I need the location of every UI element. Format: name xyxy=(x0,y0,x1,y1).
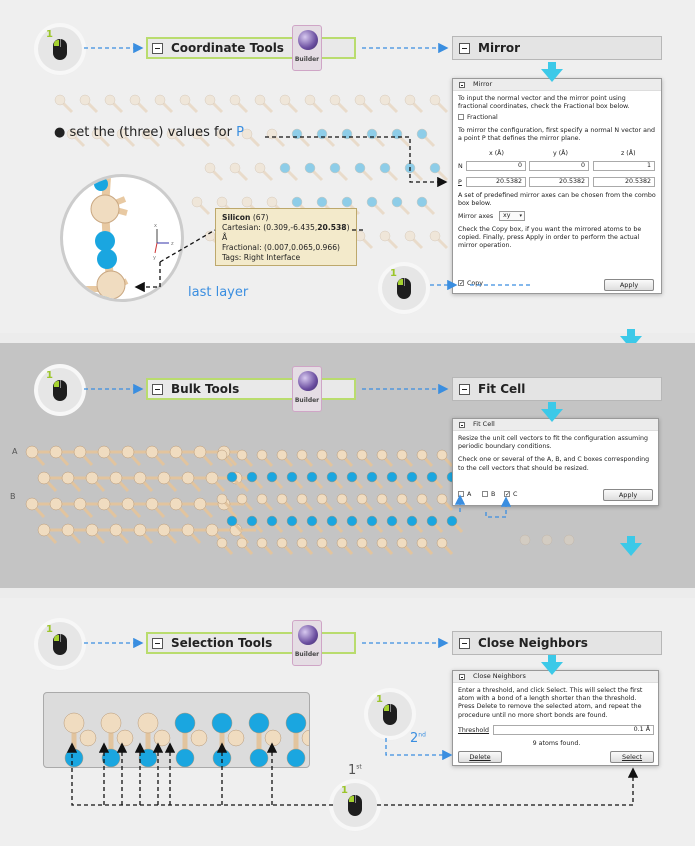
copy-label: Copy xyxy=(467,280,483,287)
si-atom xyxy=(64,713,84,733)
tooltip-cartesian-bold: 20.538 xyxy=(317,223,347,232)
col-y-header: y (Å) xyxy=(553,150,568,157)
collapse-icon[interactable] xyxy=(459,638,470,649)
blue-atom xyxy=(212,713,232,733)
builder-icon[interactable] xyxy=(292,366,322,412)
select-button[interactable]: Select xyxy=(610,751,654,763)
intro-text: Enter a threshold, and click Select. This will select the first atom with a bond of a length shorter than the threshold. Press Delete to remove the selected atom, and repeat the procedure until no more short bonds are found. xyxy=(458,687,643,719)
collapse-icon[interactable] xyxy=(459,384,470,395)
apply-button[interactable]: Apply xyxy=(603,489,653,501)
cell-label-a: A xyxy=(12,447,18,456)
fitcell-dialog xyxy=(452,418,659,506)
step-number: 1 xyxy=(390,268,397,279)
collapse-icon[interactable] xyxy=(152,43,163,54)
n-y-input[interactable]: 0 xyxy=(529,161,589,171)
fractional-label: Fractional xyxy=(467,114,498,122)
blue-atom xyxy=(65,749,83,767)
step-number: 1 xyxy=(46,624,53,635)
box-a-label: A xyxy=(467,491,472,498)
panel-label: Fit Cell xyxy=(478,382,526,396)
mouse-click-icon xyxy=(38,368,82,412)
builder-label: Builder xyxy=(294,651,320,658)
si-atom xyxy=(191,730,207,746)
builder-icon[interactable] xyxy=(292,25,322,71)
collapse-icon[interactable] xyxy=(459,82,465,88)
step-1-suffix: st xyxy=(356,763,362,771)
last-layer-label: last layer xyxy=(188,285,249,300)
pointer-stem xyxy=(627,329,635,337)
apply-button[interactable]: Apply xyxy=(604,279,654,291)
checkbox-a[interactable] xyxy=(458,491,471,499)
down-arrow-icon xyxy=(541,69,563,82)
step-number: 1 xyxy=(341,785,348,796)
tool-label: Bulk Tools xyxy=(171,382,240,396)
n-z-input[interactable]: 1 xyxy=(593,161,655,171)
blue-atom xyxy=(102,749,120,767)
checkbox-c[interactable]: ✓ C xyxy=(505,491,518,498)
selection-structure-view xyxy=(43,692,310,768)
bulk-tools-bar[interactable] xyxy=(146,378,356,400)
dialog-title: Fit Cell xyxy=(473,420,495,429)
mirror-axes-select[interactable] xyxy=(499,211,525,221)
step-2-suffix: nd xyxy=(418,731,426,739)
annotation-label: set the (three) values for xyxy=(69,125,232,140)
blue-atom xyxy=(250,749,268,767)
selected-atoms xyxy=(44,693,310,768)
mouse-click-icon xyxy=(368,692,412,736)
dialog-title: Close Neighbors xyxy=(473,672,526,681)
check-text: Check one or several of the A, B, and C boxes corresponding to the cell vectors that should be resized. xyxy=(458,456,650,472)
n-x-input[interactable]: 0 xyxy=(466,161,526,171)
mirror-panel-title[interactable] xyxy=(452,36,662,60)
threshold-input[interactable]: 0.1 Å xyxy=(493,725,654,735)
tooltip-cartesian-end: ) Å xyxy=(222,223,350,242)
copy-text: Check the Copy box, if you want the mirrored atoms to be copied. Finally, press Apply in order to perform the actual mirror operation. xyxy=(458,226,642,250)
mouse-click-icon xyxy=(38,27,82,71)
col-z-header: z (Å) xyxy=(621,150,636,157)
collapse-icon[interactable] xyxy=(459,43,470,54)
si-atom xyxy=(154,730,170,746)
intro-text: To input the normal vector and the mirror point using fractional coordinates, check the Fractional box below. xyxy=(458,95,630,111)
builder-label: Builder xyxy=(294,56,320,63)
normal-text: To mirror the configuration, first specify a normal N vector and a point P that defines the mirror plane. xyxy=(458,126,655,142)
neighbors-dialog xyxy=(452,670,659,766)
coordinate-tools-bar[interactable] xyxy=(146,37,356,59)
axes-value: xy xyxy=(503,212,511,219)
fitcell-panel-title[interactable] xyxy=(452,377,662,401)
neighbors-panel-title[interactable] xyxy=(452,631,662,655)
combo-text: A set of predefined mirror axes can be chosen from the combo box below. xyxy=(458,192,656,208)
mirror-dialog xyxy=(452,78,662,294)
row-n-label: N xyxy=(458,163,463,170)
builder-label: Builder xyxy=(294,397,320,404)
p-y-input[interactable]: 20.5382 xyxy=(529,177,589,187)
tooltip-element: Silicon xyxy=(222,213,251,222)
tool-label: Coordinate Tools xyxy=(171,41,284,55)
si-atom xyxy=(117,730,133,746)
tooltip-cartesian-value: (0.309,-6.435, xyxy=(263,223,318,232)
tooltip-tags: Tags: Right Interface xyxy=(222,253,301,262)
box-c-label: C xyxy=(513,491,518,498)
tooltip-cartesian-label: Cartesian: xyxy=(222,223,261,232)
collapse-icon[interactable] xyxy=(152,638,163,649)
annotation-p: P xyxy=(236,125,244,140)
box-b-label: B xyxy=(491,491,496,498)
mouse-click-icon xyxy=(38,622,82,666)
threshold-label: Threshold xyxy=(458,727,490,734)
fractional-checkbox[interactable] xyxy=(458,114,656,122)
blue-atom xyxy=(213,749,231,767)
tooltip-fractional: Fractional: (0.007,0.065,0.966) xyxy=(222,243,341,252)
down-arrow-icon xyxy=(541,409,563,422)
si-atom xyxy=(80,730,96,746)
intro-text: Resize the unit cell vectors to fit the configuration assuming periodic boundary conditions. xyxy=(458,435,648,451)
blue-atom xyxy=(286,713,306,733)
blue-atom xyxy=(287,749,305,767)
collapse-icon[interactable] xyxy=(459,674,465,680)
step-2-number: 2 xyxy=(410,731,419,746)
step-1-label xyxy=(348,763,362,778)
tool-label: Selection Tools xyxy=(171,636,273,650)
down-arrow-icon xyxy=(541,662,563,675)
checkbox-b[interactable] xyxy=(482,491,495,499)
blue-atom xyxy=(139,749,157,767)
chevron-down-icon: ▾ xyxy=(519,213,522,219)
axis-z-label: z xyxy=(171,241,174,247)
blue-atom xyxy=(175,713,195,733)
builder-icon[interactable] xyxy=(292,620,322,666)
atom-tooltip xyxy=(215,208,357,266)
mirror-axes-label: Mirror axes xyxy=(458,213,494,220)
p-z-input[interactable]: 20.5382 xyxy=(593,177,655,187)
mouse-click-icon xyxy=(382,266,426,310)
axis-x-label: x xyxy=(154,223,157,229)
down-arrow-icon xyxy=(620,543,642,556)
step-number: 1 xyxy=(46,370,53,381)
si-atom xyxy=(228,730,244,746)
zoomed-atoms xyxy=(63,177,184,302)
zoom-magnifier xyxy=(60,174,184,302)
si-atom xyxy=(138,713,158,733)
blue-atom xyxy=(176,749,194,767)
collapse-icon[interactable] xyxy=(152,384,163,395)
si-atom xyxy=(265,730,281,746)
step-number: 1 xyxy=(46,29,53,40)
row-p-label: P xyxy=(458,179,462,186)
step-1-number: 1 xyxy=(348,763,357,778)
cell-label-b: B xyxy=(10,492,16,501)
step-number: 1 xyxy=(376,694,383,705)
collapse-icon[interactable] xyxy=(459,422,465,428)
delete-button[interactable]: Delete xyxy=(458,751,502,763)
si-atom xyxy=(302,730,310,746)
si-atom xyxy=(101,713,121,733)
found-text: 9 atoms found. xyxy=(532,740,581,747)
p-x-input[interactable]: 20.5382 xyxy=(466,177,526,187)
mouse-click-icon xyxy=(333,783,377,827)
blue-atom xyxy=(249,713,269,733)
axis-y-label: y xyxy=(153,255,156,261)
panel-label: Mirror xyxy=(478,41,521,55)
annotation-text: ● set the (three) values for P xyxy=(54,125,244,140)
selection-tools-bar[interactable] xyxy=(146,632,356,654)
col-x-header: x (Å) xyxy=(489,150,504,157)
tooltip-index: (67) xyxy=(252,213,269,222)
dialog-title: Mirror xyxy=(473,80,493,89)
step-2-label xyxy=(410,731,426,746)
copy-checkbox[interactable]: ✓ Copy xyxy=(459,280,483,287)
panel-label: Close Neighbors xyxy=(478,636,588,650)
